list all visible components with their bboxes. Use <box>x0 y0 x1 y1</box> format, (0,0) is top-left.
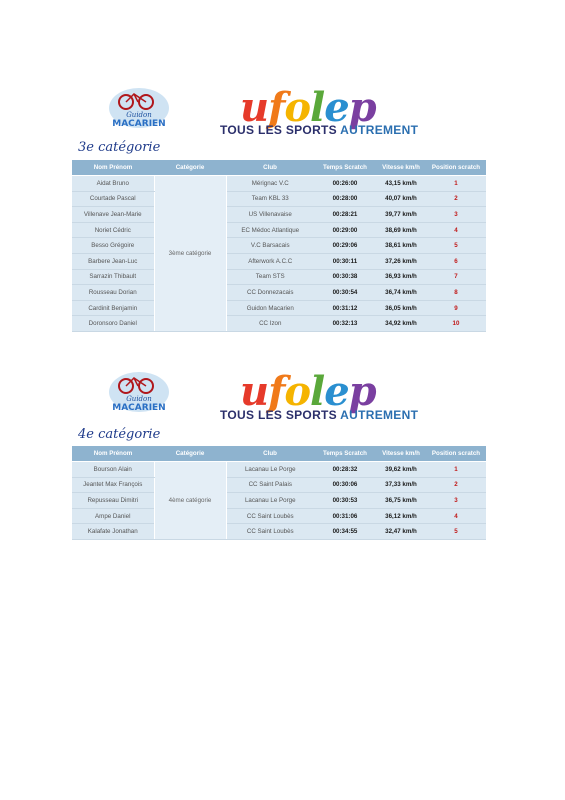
table-header-row <box>72 160 486 176</box>
rider-club: Guidon Macarien <box>226 300 314 316</box>
rider-club: CC Izon <box>226 316 314 332</box>
header-name: Nom Prénom <box>72 446 154 462</box>
rider-time: 00:30:54 <box>314 285 376 301</box>
header-speed: Vitesse km/h <box>376 160 426 176</box>
rider-position: 5 <box>426 238 486 254</box>
rider-name: Cardinit Benjamin <box>72 300 154 316</box>
rider-speed: 36,05 km/h <box>376 300 426 316</box>
rider-position: 8 <box>426 285 486 301</box>
rider-position: 7 <box>426 269 486 285</box>
rider-club: Team KBL 33 <box>226 191 314 207</box>
rider-time: 00:31:06 <box>314 508 376 524</box>
table-row <box>72 238 486 254</box>
rider-speed: 40,07 km/h <box>376 191 426 207</box>
rider-position: 2 <box>426 477 486 493</box>
rider-speed: 32,47 km/h <box>376 524 426 540</box>
header-position: Position scratch <box>426 160 486 176</box>
handwritten-title: 3e catégorie <box>78 140 161 155</box>
rider-time: 00:30:38 <box>314 269 376 285</box>
rider-club: V.C Barsacais <box>226 238 314 254</box>
rider-position: 4 <box>426 222 486 238</box>
rider-position: 3 <box>426 493 486 509</box>
table-row <box>72 191 486 207</box>
rider-speed: 38,61 km/h <box>376 238 426 254</box>
rider-club: CC Saint Loubès <box>226 508 314 524</box>
ufolep-tagline: TOUS LES SPORTS AUTREMENT <box>220 123 419 137</box>
rider-time: 00:32:13 <box>314 316 376 332</box>
rider-club: Mérignac V.C <box>226 176 314 192</box>
rider-speed: 36,75 km/h <box>376 493 426 509</box>
rider-speed: 37,33 km/h <box>376 477 426 493</box>
handwritten-title: 4e catégorie <box>78 427 161 442</box>
rider-position: 1 <box>426 176 486 192</box>
table-row <box>72 222 486 238</box>
rider-name: Barbere Jean-Luc <box>72 253 154 269</box>
rider-time: 00:30:53 <box>314 493 376 509</box>
table-row <box>72 524 486 540</box>
svg-text:Guidon: Guidon <box>126 395 152 403</box>
rider-time: 00:31:12 <box>314 300 376 316</box>
rider-name: Noriet Cédric <box>72 222 154 238</box>
header-category: Catégorie <box>154 446 226 462</box>
rider-name: Rousseau Dorian <box>72 285 154 301</box>
rider-position: 4 <box>426 508 486 524</box>
rider-time: 00:26:00 <box>314 176 376 192</box>
rider-position: 3 <box>426 207 486 223</box>
rider-time: 00:34:55 <box>314 524 376 540</box>
rider-position: 1 <box>426 462 486 478</box>
rider-speed: 37,26 km/h <box>376 253 426 269</box>
table-row <box>72 269 486 285</box>
rider-speed: 34,92 km/h <box>376 316 426 332</box>
ufolep-logo: ufolep <box>240 84 376 131</box>
category-cell: 3ème catégorie <box>154 176 226 332</box>
rider-time: 00:30:06 <box>314 477 376 493</box>
header-time: Temps Scratch <box>314 160 376 176</box>
club-logo <box>108 86 170 130</box>
rider-time: 00:30:11 <box>314 253 376 269</box>
rider-name: Bourson Alain <box>72 462 154 478</box>
rider-club: CC Saint Palais <box>226 477 314 493</box>
rider-speed: 36,74 km/h <box>376 285 426 301</box>
header-club: Club <box>226 160 314 176</box>
rider-club: Lacanau Le Porge <box>226 462 314 478</box>
club-logo <box>108 370 170 414</box>
rider-position: 9 <box>426 300 486 316</box>
rider-time: 00:29:06 <box>314 238 376 254</box>
rider-club: CC Saint Loubès <box>226 524 314 540</box>
ufolep-logo: ufolep <box>240 368 376 415</box>
table-header-row <box>72 446 486 462</box>
table-row <box>72 477 486 493</box>
header-club: Club <box>226 446 314 462</box>
rider-club: Afterwork A.C.C <box>226 253 314 269</box>
rider-time: 00:29:00 <box>314 222 376 238</box>
rider-name: Ampe Daniel <box>72 508 154 524</box>
header-category: Catégorie <box>154 160 226 176</box>
results-table-4e <box>72 446 486 540</box>
svg-text:MACARIEN: MACARIEN <box>112 119 166 129</box>
header-position: Position scratch <box>426 446 486 462</box>
rider-position: 5 <box>426 524 486 540</box>
rider-name: Besso Grégoire <box>72 238 154 254</box>
results-table-3e <box>72 160 486 332</box>
rider-time: 00:28:21 <box>314 207 376 223</box>
rider-speed: 43,15 km/h <box>376 176 426 192</box>
ufolep-tagline: TOUS LES SPORTS AUTREMENT <box>220 408 419 422</box>
rider-club: EC Médoc Atlantique <box>226 222 314 238</box>
rider-speed: 39,62 km/h <box>376 462 426 478</box>
header-name: Nom Prénom <box>72 160 154 176</box>
rider-name: Kalafate Jonathan <box>72 524 154 540</box>
rider-club: CC Donnezacais <box>226 285 314 301</box>
rider-name: Courtade Pascal <box>72 191 154 207</box>
rider-speed: 39,77 km/h <box>376 207 426 223</box>
table-row <box>72 285 486 301</box>
rider-time: 00:28:00 <box>314 191 376 207</box>
rider-club: Team STS <box>226 269 314 285</box>
rider-name: Aidat Bruno <box>72 176 154 192</box>
table-row <box>72 207 486 223</box>
rider-speed: 36,93 km/h <box>376 269 426 285</box>
rider-club: US Villenavaise <box>226 207 314 223</box>
rider-name: Jeantet Max François <box>72 477 154 493</box>
rider-name: Doronsoro Daniel <box>72 316 154 332</box>
rider-position: 6 <box>426 253 486 269</box>
table-row <box>72 176 486 192</box>
header-speed: Vitesse km/h <box>376 446 426 462</box>
rider-time: 00:28:32 <box>314 462 376 478</box>
rider-speed: 36,12 km/h <box>376 508 426 524</box>
rider-speed: 38,69 km/h <box>376 222 426 238</box>
table-row <box>72 316 486 332</box>
table-row <box>72 462 486 478</box>
header-time: Temps Scratch <box>314 446 376 462</box>
rider-name: Repusseau Dimitri <box>72 493 154 509</box>
rider-position: 10 <box>426 316 486 332</box>
svg-text:Guidon: Guidon <box>126 111 152 119</box>
rider-name: Villenave Jean-Marie <box>72 207 154 223</box>
table-row <box>72 493 486 509</box>
table-row <box>72 300 486 316</box>
category-cell: 4ème catégorie <box>154 462 226 540</box>
rider-name: Sarrazin Thibault <box>72 269 154 285</box>
rider-club: Lacanau Le Porge <box>226 493 314 509</box>
table-row <box>72 253 486 269</box>
rider-position: 2 <box>426 191 486 207</box>
table-row <box>72 508 486 524</box>
svg-text:MACARIEN: MACARIEN <box>112 403 166 413</box>
